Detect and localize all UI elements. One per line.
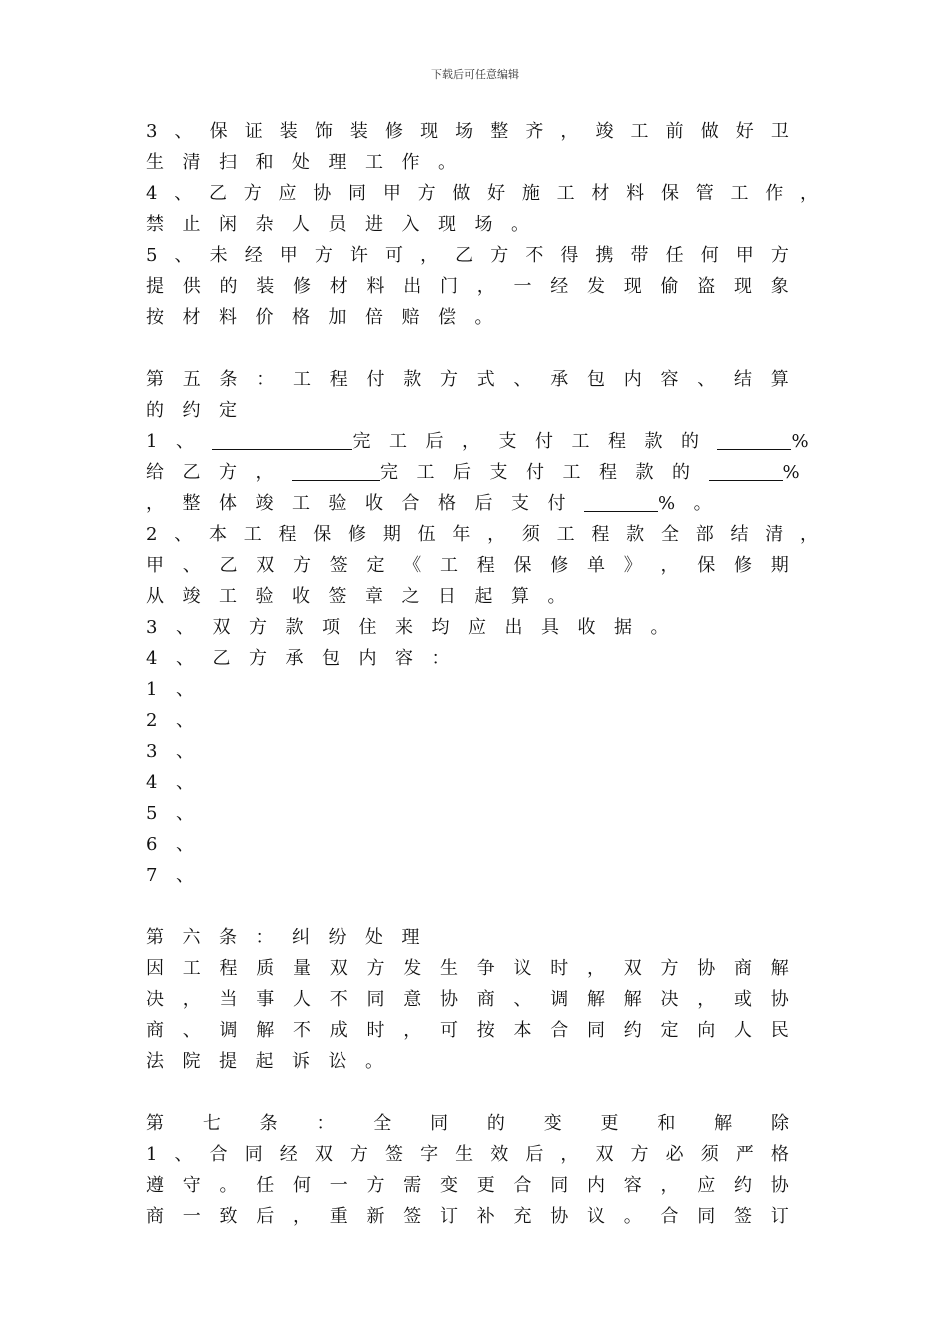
contract-line: 商 、 调 解 不 成 时 ， 可 按 本 合 同 约 定 向 人 民 bbox=[146, 1020, 789, 1041]
fill-in-blank bbox=[212, 431, 352, 450]
fill-in-blank bbox=[717, 431, 791, 450]
contract-line: 3 、 保 证 装 饰 装 修 现 场 整 齐 ， 竣 工 前 做 好 卫 bbox=[146, 121, 789, 142]
contract-line: 5 、 未 经 甲 方 许 可 ， 乙 方 不 得 携 带 任 何 甲 方 bbox=[146, 245, 789, 266]
line-text: ，整体竣工验收合格后支付 bbox=[146, 493, 584, 514]
fill-in-blank bbox=[584, 493, 658, 512]
contract-line: 按材料价格加倍赔偿。 bbox=[146, 307, 511, 328]
line-text: %。 bbox=[658, 493, 731, 514]
contract-line: 7、 bbox=[146, 865, 213, 886]
contract-line: 商 一 致 后 ， 重 新 签 订 补 充 协 议 。 合 同 签 订 bbox=[146, 1206, 789, 1227]
contract-line: 第 五 条 ： 工 程 付 款 方 式 、 承 包 内 容 、 结 算 bbox=[146, 369, 789, 390]
contract-line: 从竣工验收签章之日起算。 bbox=[146, 586, 584, 607]
contract-line: 提 供 的 装 修 材 料 出 门 ， 一 经 发 现 偷 盗 现 象 bbox=[146, 276, 789, 297]
contract-line bbox=[146, 461, 818, 485]
contract-line: 4、 bbox=[146, 772, 213, 793]
contract-line: 禁止闲杂人员进入现场。 bbox=[146, 214, 548, 235]
contract-line: 4 、 乙 方 应 协 同 甲 方 做 好 施 工 材 料 保 管 工 作 ， bbox=[146, 183, 818, 204]
contract-line: 第 七 条 ： 全 同 的 变 更 和 解 除 bbox=[146, 1113, 789, 1134]
contract-line: 2、 bbox=[146, 710, 213, 731]
contract-line: 法院提起诉讼。 bbox=[146, 1051, 402, 1072]
contract-line: 因 工 程 质 量 双 方 发 生 争 议 时 ， 双 方 协 商 解 bbox=[146, 958, 789, 979]
line-text: % bbox=[791, 431, 828, 452]
page-header: 下载后可任意编辑 bbox=[431, 68, 519, 81]
contract-line: 的约定 bbox=[146, 400, 256, 421]
line-text: 完工后支付工程款的 bbox=[380, 462, 709, 483]
contract-line: 第六条：纠纷处理 bbox=[146, 927, 438, 948]
line-text: 给乙方， bbox=[146, 462, 292, 483]
fill-in-blank bbox=[292, 462, 380, 481]
line-text: 1、 bbox=[146, 431, 213, 452]
line-text: % bbox=[782, 462, 819, 483]
contract-line: 4、乙方承包内容： bbox=[146, 648, 468, 669]
contract-line: 3、 bbox=[146, 741, 213, 762]
contract-line: 6、 bbox=[146, 834, 213, 855]
contract-line: 决 ， 当 事 人 不 同 意 协 商 、 调 解 解 决 ， 或 协 bbox=[146, 989, 789, 1010]
contract-line: 生清扫和处理工作。 bbox=[146, 152, 475, 173]
contract-line: 5、 bbox=[146, 803, 213, 824]
contract-line: 甲 、 乙 双 方 签 定 《 工 程 保 修 单 》 ， 保 修 期 bbox=[146, 555, 789, 576]
contract-line: 1、 bbox=[146, 679, 213, 700]
line-text: 完工后，支付工程款的 bbox=[352, 431, 718, 452]
contract-line: 2 、 本 工 程 保 修 期 伍 年 ， 须 工 程 款 全 部 结 清 ， bbox=[146, 524, 818, 545]
contract-line: 3、双方款项住来均应出具收据。 bbox=[146, 617, 687, 638]
fill-in-blank bbox=[709, 462, 783, 481]
contract-line: 遵 守 。 任 何 一 方 需 变 更 合 同 内 容 ， 应 约 协 bbox=[146, 1175, 789, 1196]
contract-line: 1 、 合 同 经 双 方 签 字 生 效 后 ， 双 方 必 须 严 格 bbox=[146, 1144, 789, 1165]
contract-line bbox=[146, 430, 827, 454]
contract-line bbox=[146, 492, 730, 516]
